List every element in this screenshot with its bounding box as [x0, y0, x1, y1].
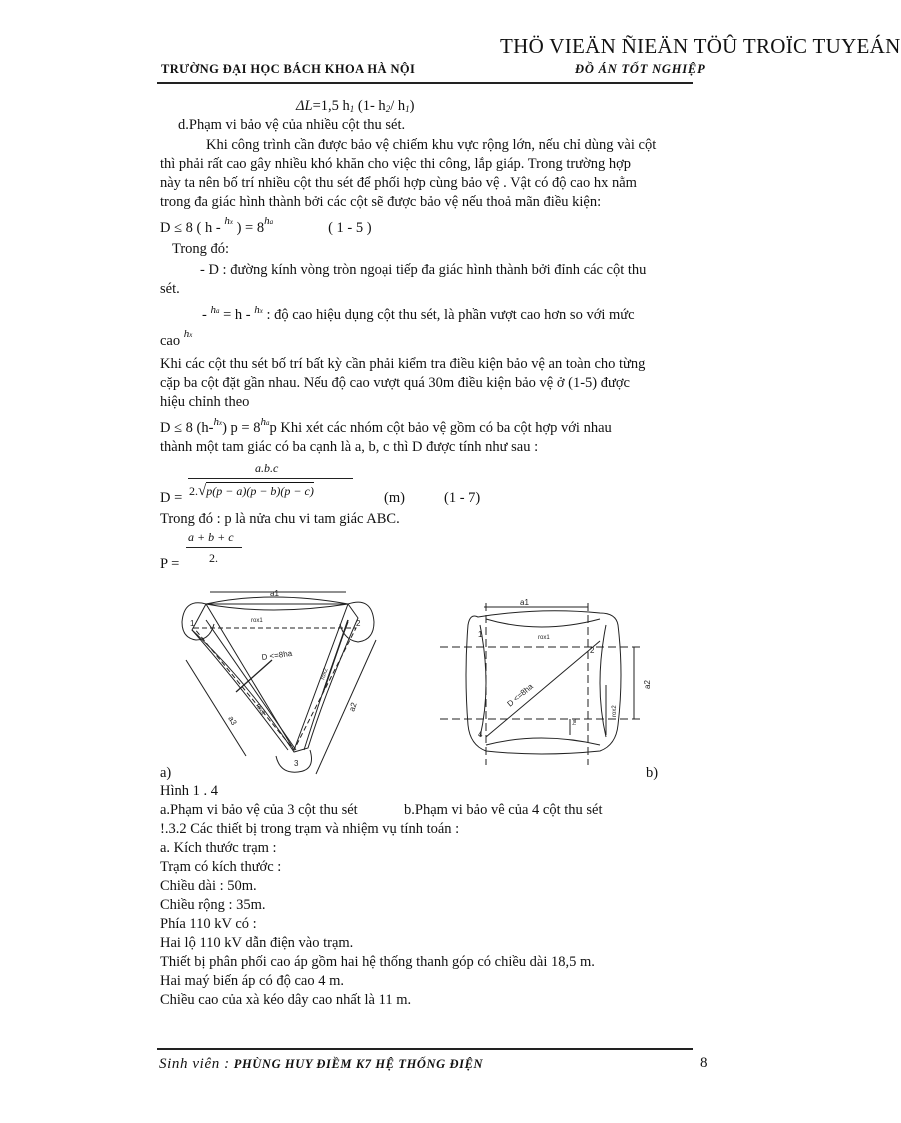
center-line-a	[206, 620, 296, 750]
rox-arrow	[324, 620, 348, 690]
lower-inner-arc	[486, 738, 600, 745]
definition-ha-cont: cao $^{hx}$	[160, 328, 193, 349]
rod-number-1: 1	[190, 619, 195, 628]
p-fraction-numerator: a + b + c	[188, 530, 234, 544]
footer-rule	[157, 1048, 693, 1050]
equation-number: (1 - 7)	[444, 490, 481, 506]
rod-number-1: 1	[478, 630, 483, 639]
label-a1: a1	[520, 598, 529, 607]
figure-label-b: b)	[646, 765, 659, 781]
paragraph-line: thì phải rất cao gây nhiều khó khăn cho việc thi công, lắp giáp. Trong trường hợp	[160, 156, 631, 172]
d-arrow	[236, 660, 272, 692]
paragraph-line: Khi các cột thu sét bố trí bất kỳ cần phải kiểm tra điều kiện bảo vệ an toàn cho từng	[160, 356, 646, 372]
list-item: Chiều cao của xà kéo dây cao nhất là 11 m.	[160, 992, 412, 1008]
label-a2: a2	[347, 701, 359, 713]
fraction-denominator: 2.√p(p − a)(p − b)(p − c)	[189, 483, 314, 499]
fraction-numerator: a.b.c	[255, 461, 279, 475]
p-fraction-bar	[186, 547, 242, 548]
paragraph-line: Khi công trình cần được bảo vệ chiếm khu vực rộng lớn, nếu chỉ dùng vài cột	[206, 137, 657, 153]
figure-caption: Hình 1 . 4	[160, 783, 218, 799]
upper-boundary-arc	[206, 604, 348, 610]
definition-d-cont: sét.	[160, 281, 180, 297]
rod-number-2: 2	[590, 646, 595, 655]
label-a2: a2	[643, 680, 652, 689]
equation-corrected: D ≤ 8 (h-$^{hx}$) $p = 8^{ha}p$ Khi xét các nhóm cột bảo vệ gồm có ba cột hợp với nhau	[160, 416, 612, 436]
figure-subcaption-a: a.Phạm vi bảo vệ của 3 cột thu sét	[160, 802, 358, 818]
footer-student: Sinh viên : PHÙNG HUY ĐIỀM K7 HỆ THỐNG ĐIỆN	[159, 1056, 484, 1072]
figure-label-a: a)	[160, 765, 172, 781]
figure-subcaption-b: b.Phạm vi bảo vê của 4 cột thu sét	[404, 802, 603, 818]
list-item: Hai maý biến áp có độ cao 4 m.	[160, 973, 345, 989]
watermark-title: THÖ VIEÄN ÑIEÄN TÖÛ TROÏC TUYEÁN	[500, 34, 901, 58]
label-rox3: rox3	[254, 703, 266, 717]
list-item: Thiết bị phân phối cao áp gồm hai hệ thống thanh góp có chiều dài 18,5 m.	[160, 954, 595, 970]
left-inner-arc	[480, 625, 486, 737]
subsection-heading: a. Kích thước trạm :	[160, 840, 277, 856]
label-rox1: rox1	[538, 635, 550, 641]
figure-three-rods	[176, 580, 391, 775]
p-definition: Trong đó : p là nửa chu vi tam giác ABC.	[160, 511, 400, 527]
rod-number-3: 3	[294, 759, 299, 768]
protection-zone-outline	[192, 597, 358, 752]
section-d-heading: d.Phạm vi bảo vệ của nhiều cột thu sét.	[178, 117, 406, 133]
label-rox2: rox2	[320, 667, 330, 681]
dimension-a3	[186, 660, 246, 756]
label-a3: a3	[226, 714, 239, 727]
label-ha: ha	[572, 719, 578, 725]
rod-number-2: 2	[356, 619, 361, 628]
formula-delta-l: ΔL=1,5 $h_1$ (1- $h_2/$ $h_1$)	[296, 98, 415, 114]
d-unit: (m)	[384, 490, 405, 506]
paragraph-line: này ta nên bố trí nhiều cột thu sét để phối hợp cùng bảo vệ . Vật có độ cao hx nằm	[160, 175, 637, 191]
list-item: Trạm có kích thước :	[160, 859, 282, 875]
dimension-a2	[316, 640, 376, 774]
definition-d: - D : đường kính vòng tròn ngoại tiếp đa giác hình thành bởi đỉnh các cột thu	[200, 262, 647, 278]
section-heading: !.3.2 Các thiết bị trong trạm và nhiệm vụ tính toán :	[160, 821, 460, 837]
school-name: TRƯỜNG ĐẠI HỌC BÁCH KHOA HÀ NỘI	[161, 62, 416, 76]
left-boundary-arc	[192, 630, 288, 750]
paragraph-line: trong đa giác hình thành bởi các cột sẽ được bảo vệ nếu thoả mãn điều kiện:	[160, 194, 602, 210]
rod-number-4: 4	[478, 730, 483, 739]
label-d: D <=8ha	[505, 681, 535, 709]
list-item: Hai lộ 110 kV dẫn điện vào trạm.	[160, 935, 354, 951]
list-item: Chiều rộng : 35m.	[160, 897, 266, 913]
fraction-bar	[188, 478, 353, 479]
list-item: Chiều dài : 50m.	[160, 878, 257, 894]
protection-zone-outline	[466, 611, 621, 754]
paragraph-line: cặp ba cột đặt gần nhau. Nếu độ cao vượt quá 30m điều kiện bảo vệ ở (1-5) được	[160, 375, 630, 391]
paragraph-line: hiệu chỉnh theo	[160, 394, 250, 410]
label-a1: a1	[270, 589, 279, 598]
figure-four-rods	[440, 595, 660, 770]
triangle-dashed	[194, 628, 359, 750]
label-rox1: rox1	[251, 618, 263, 624]
p-fraction-denominator: 2.	[209, 551, 218, 565]
diagonal-d	[486, 641, 600, 737]
page-number: 8	[700, 1055, 708, 1071]
list-item: Phía 110 kV có :	[160, 916, 257, 932]
header-rule	[157, 82, 693, 84]
equation-1-5: D ≤ 8 ( h - $^{hx}$ ) = $8^{ha}$ ( 1 - 5 )	[160, 215, 372, 236]
right-inner-arc	[600, 625, 606, 737]
p-equals: P =	[160, 556, 180, 572]
trong-do-label: Trong đó:	[172, 241, 230, 257]
paragraph-line: thành một tam giác có ba cạnh là a, b, c thì D được tính như sau :	[160, 439, 539, 455]
upper-inner-arc	[486, 619, 600, 627]
label-d: D <=8ha	[261, 648, 293, 662]
label-rox2: rox2	[612, 705, 618, 717]
document-type: ĐỒ ÁN TỐT NGHIỆP	[575, 62, 706, 76]
d-equals: D =	[160, 490, 183, 506]
definition-ha: - $^{ha}$ = h - $^{hx}$ : độ cao hiệu dụng cột thu sét, là phần vượt cao hơn so với mức	[202, 304, 635, 323]
